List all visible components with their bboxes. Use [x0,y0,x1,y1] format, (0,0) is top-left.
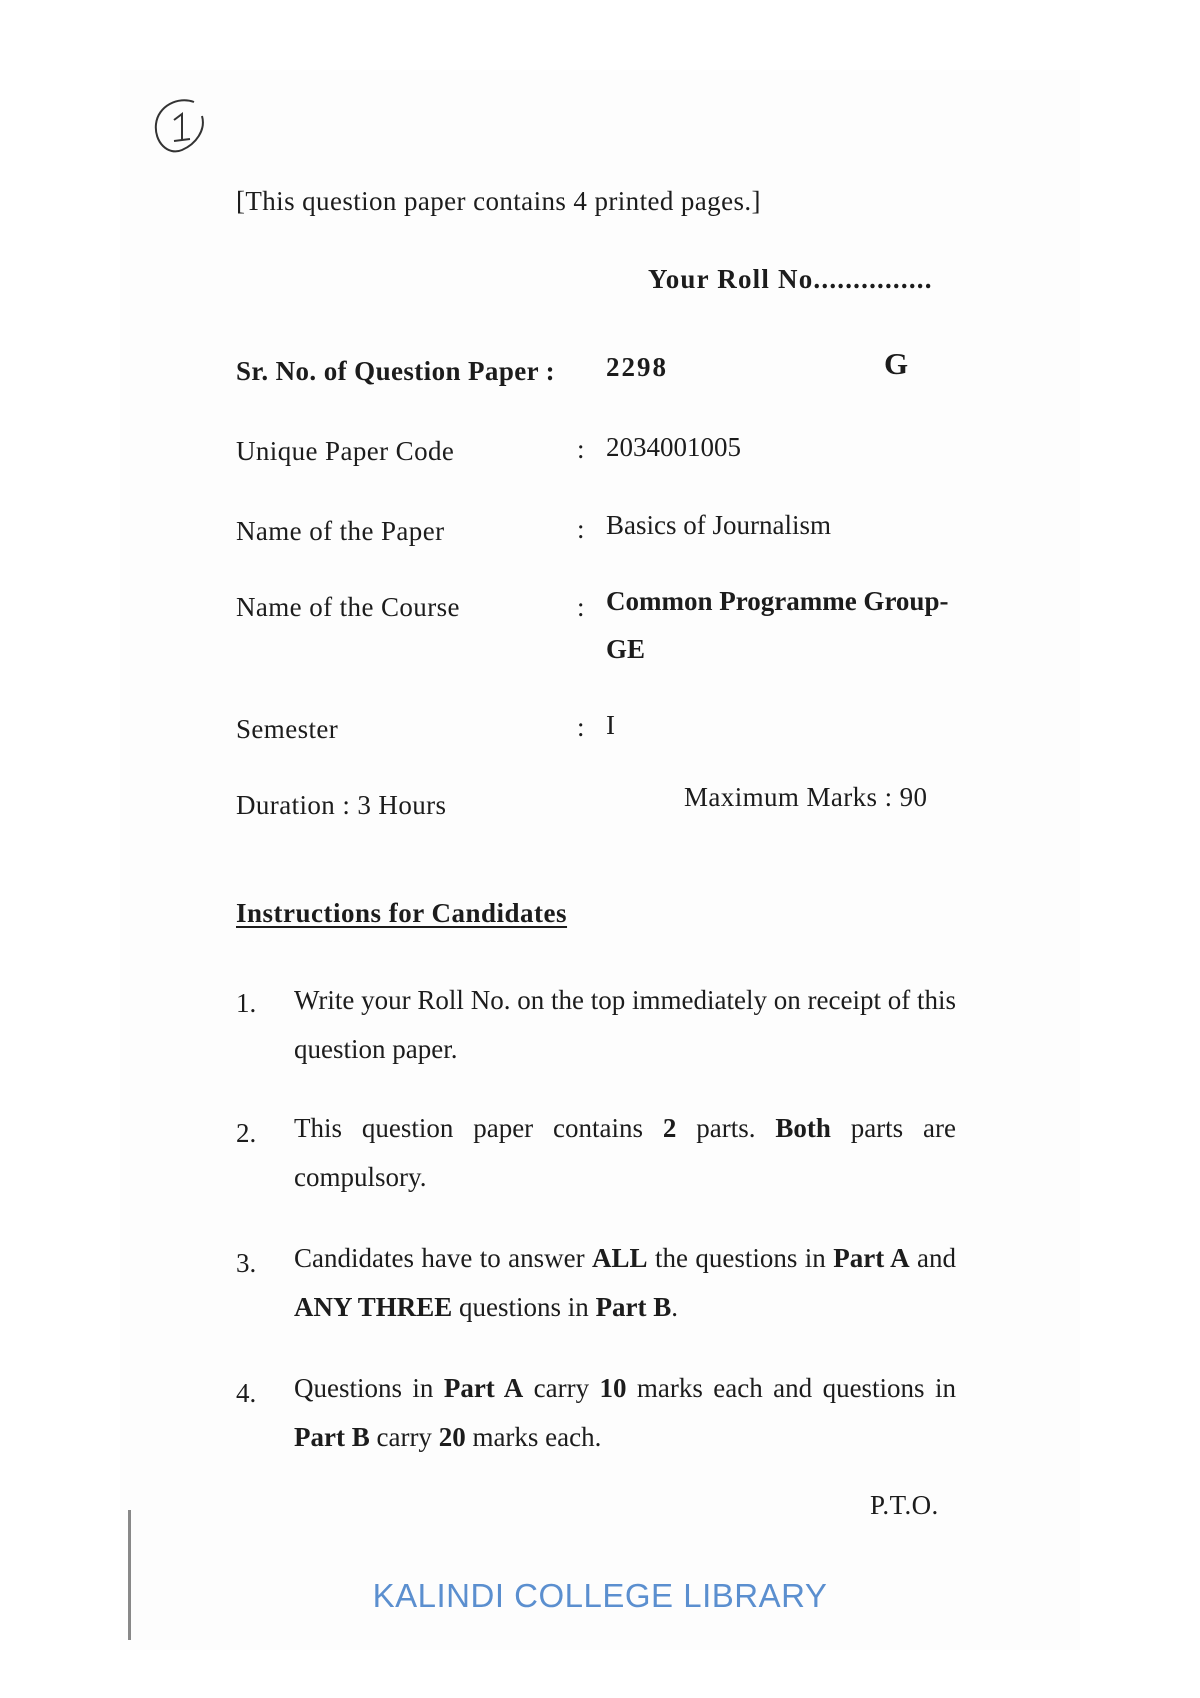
instruction-text: This question paper contains 2 parts. Both parts are compulsory. [294,1113,956,1192]
semester-label: Semester [236,714,339,744]
library-watermark: KALINDI COLLEGE LIBRARY [372,1577,828,1614]
instruction-number: 2. [236,1118,257,1148]
colon: : [577,514,585,544]
course-value-line2: GE [606,634,646,664]
instruction-text: Write your Roll No. on the top immediately on receipt of this question paper. [294,985,956,1064]
sr-no-value: 2298 [606,352,668,382]
course-label: Name of the Course [236,592,460,622]
instructions-heading: Instructions for Candidates [236,898,568,928]
instruction-number: 1. [236,988,257,1018]
instruction-text: Questions in Part A carry 10 marks each and questions in Part B carry 20 marks each. [294,1373,956,1452]
paper-name-value: Basics of Journalism [606,510,831,540]
sr-no-label: Sr. No. of Question Paper : [236,356,556,386]
instruction-text: Candidates have to answer ALL the questions in Part A and ANY THREE questions in Part B. [294,1243,957,1322]
handwritten-page-number [148,94,214,164]
semester-value: I [606,710,615,740]
printed-pages-note: [This question paper contains 4 printed pages.] [236,186,761,216]
unique-code-label: Unique Paper Code [236,436,455,466]
colon: : [577,434,585,464]
duration: Duration : 3 Hours [236,790,447,820]
unique-code-value: 2034001005 [606,432,741,462]
pto-note: P.T.O. [870,1490,939,1520]
scan-edge-line [128,1510,131,1640]
instruction-number: 4. [236,1378,257,1408]
roll-number-line: Your Roll No............... [648,264,933,294]
set-code: G [884,346,909,381]
course-value-line1: Common Programme Group- [606,586,949,616]
colon: : [577,592,585,622]
instruction-number: 3. [236,1248,257,1278]
colon: : [577,712,585,742]
maximum-marks: Maximum Marks : 90 [684,782,928,812]
paper-name-label: Name of the Paper [236,516,445,546]
